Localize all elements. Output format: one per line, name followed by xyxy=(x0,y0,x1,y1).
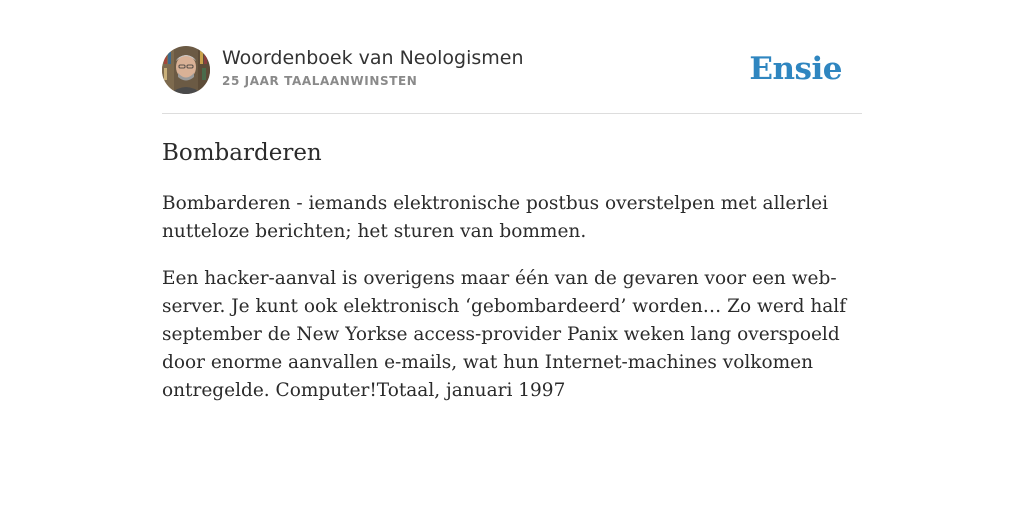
author-avatar[interactable] xyxy=(162,46,210,94)
author-portrait-icon xyxy=(162,46,210,94)
entry-body xyxy=(162,190,862,405)
site-subtitle: 25 JAAR TAALAANWINSTEN xyxy=(222,74,418,88)
entry-card xyxy=(162,46,862,405)
entry-quote: Een hacker-aanval is overigens maar één van de gevaren voor een web-server. Je kunt ook elektronisch ‘gebombardeerd’ worden… Zo werd half september de New Yorkse access-provider Panix weken lang overspoeld door enorme aanvallen e-mails, wat hun Internet-machines volkomen ontregelde. Computer!Totaal, januari 1997 xyxy=(162,268,847,401)
header xyxy=(162,46,862,114)
entry-title: Bombarderen xyxy=(162,140,322,166)
entry-definition: Bombarderen - iemands elektronische postbus overstelpen met allerlei nutteloze berichten; het sturen van bommen. xyxy=(162,193,828,242)
site-title[interactable]: Woordenboek van Neologismen xyxy=(222,47,524,69)
ensie-logo-link[interactable]: Ensie xyxy=(749,51,842,87)
